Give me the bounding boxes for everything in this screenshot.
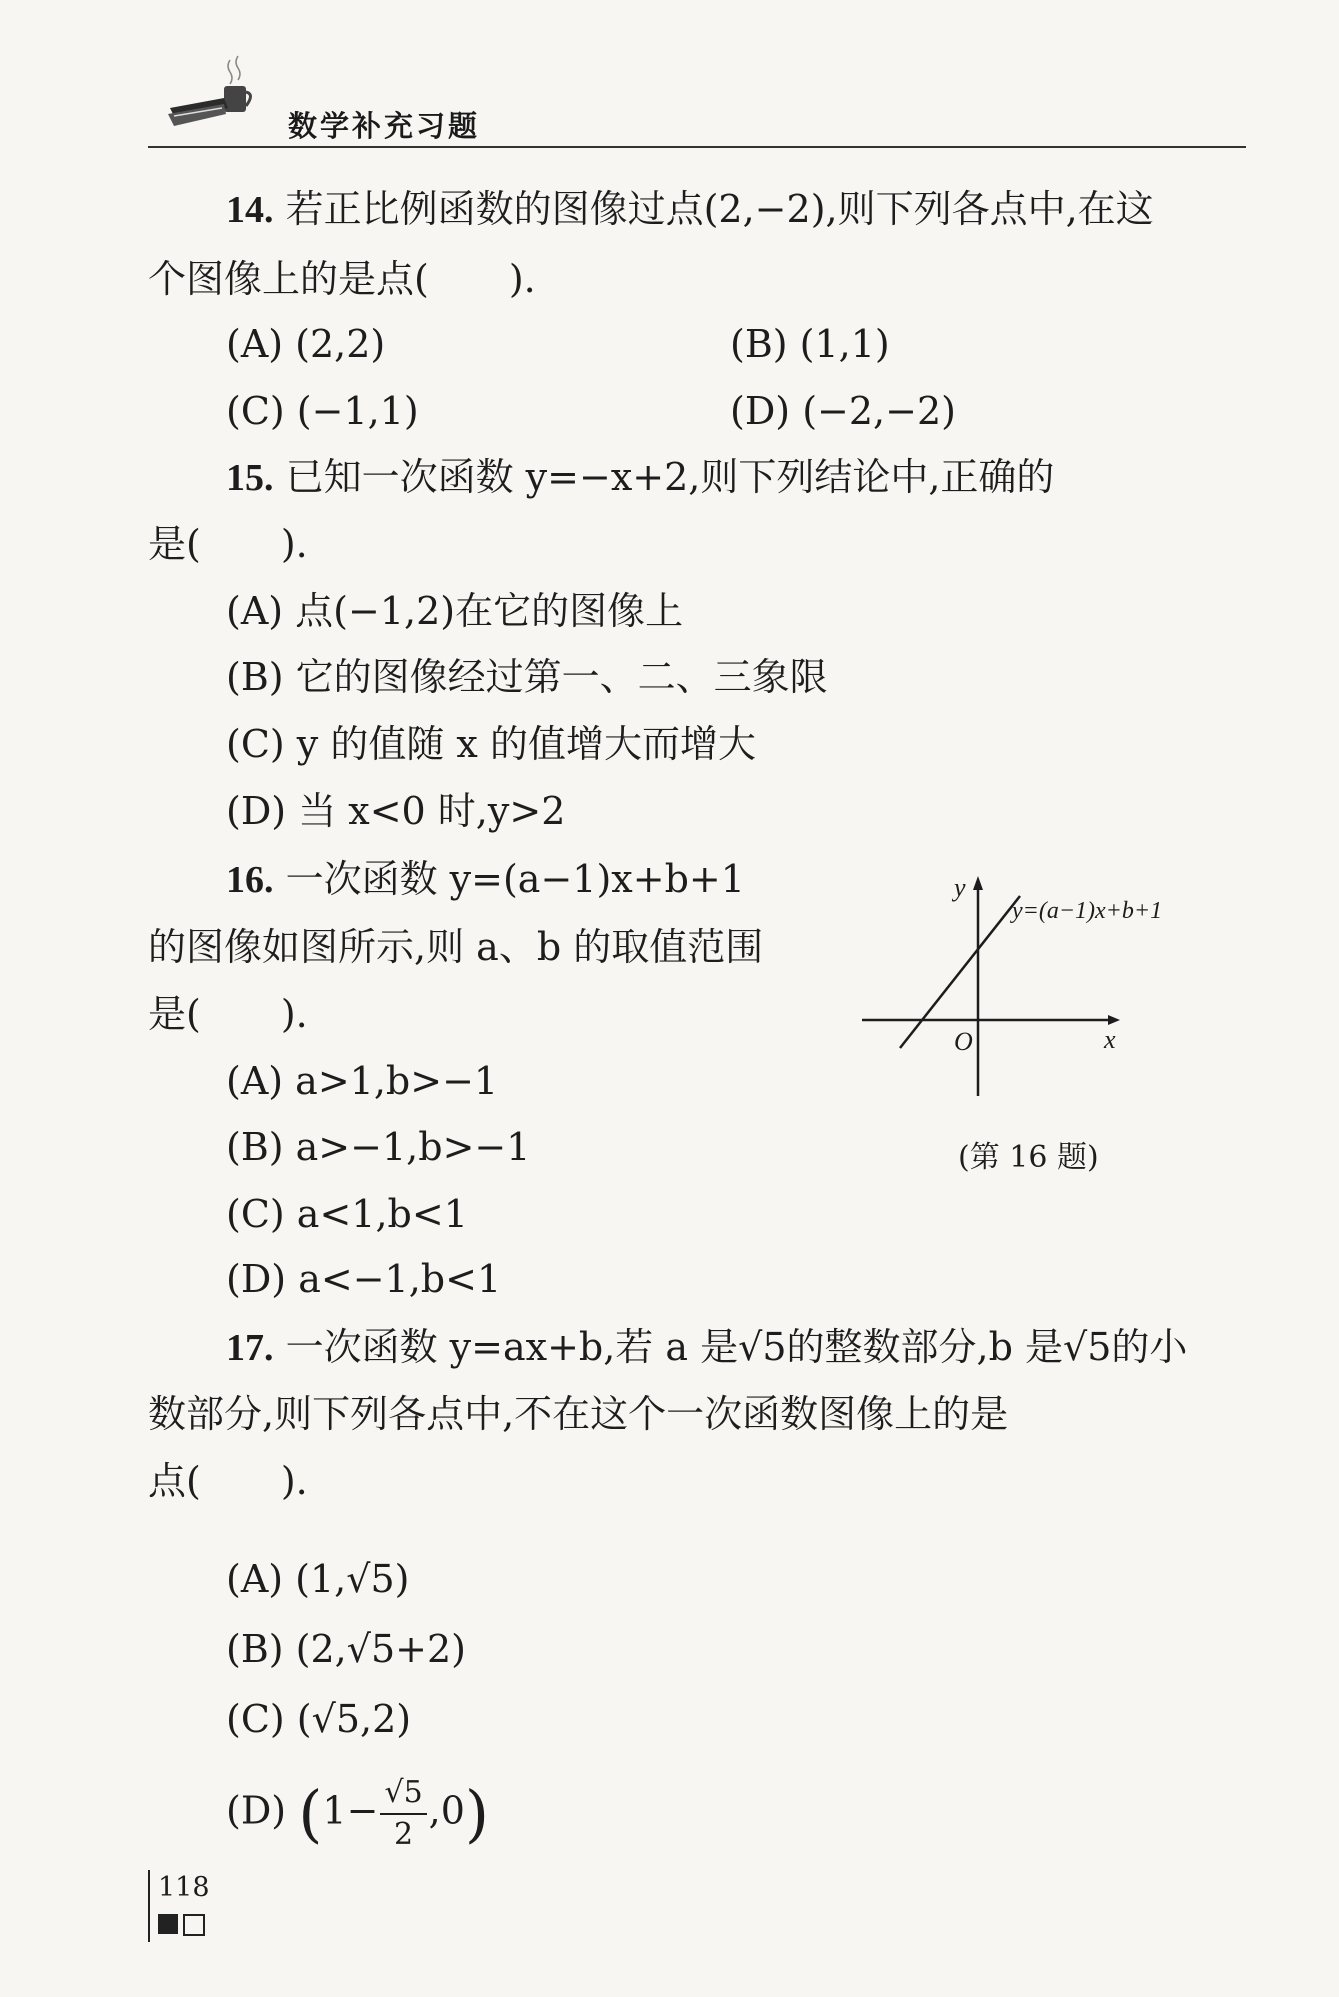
q17-option-c: (C) (√5,2) xyxy=(226,1697,412,1741)
origin-label: O xyxy=(954,1027,973,1056)
q17-number: 17. xyxy=(226,1327,274,1369)
q17-stem-line3: 点( xyxy=(148,1459,201,1503)
q17-stem-end: ). xyxy=(280,1459,308,1503)
q17-option-d-post: ,0 xyxy=(428,1788,465,1833)
q15-option-b: (B) 它的图像经过第一、二、三象限 xyxy=(226,655,828,699)
q16-number: 16. xyxy=(226,859,274,901)
fraction xyxy=(380,1775,426,1853)
q15-number: 15. xyxy=(226,457,274,499)
q15-line2 xyxy=(148,522,308,566)
q17-line3 xyxy=(148,1459,308,1503)
q16-stem-end: ). xyxy=(280,992,308,1036)
q14-option-a: (A) (2,2) xyxy=(226,322,386,366)
q14-option-b: (B) (1,1) xyxy=(730,322,890,366)
q14-option-c: (C) (−1,1) xyxy=(226,389,419,433)
q17-stem-line1: 一次函数 y=ax+b,若 a 是√5的整数部分,b 是√5的小 xyxy=(285,1325,1188,1369)
q16-option-d: (D) a<−1,b<1 xyxy=(226,1257,502,1301)
books-and-mug-icon xyxy=(168,52,268,132)
page-number: 118 xyxy=(158,1872,210,1903)
q17-line1 xyxy=(226,1325,1188,1369)
q16-option-b: (B) a>−1,b>−1 xyxy=(226,1125,531,1169)
x-axis-label: x xyxy=(1104,1025,1116,1054)
q16-option-a: (A) a>1,b>−1 xyxy=(226,1059,499,1103)
y-axis-arrow xyxy=(973,876,983,890)
q14-option-d: (D) (−2,−2) xyxy=(730,389,956,433)
q15-stem-line2: 是( xyxy=(148,522,201,566)
q15-line1 xyxy=(226,455,1055,499)
q14-line1 xyxy=(226,187,1154,231)
right-paren: ) xyxy=(464,1776,490,1850)
q15-stem-end: ). xyxy=(280,522,308,566)
q14-line2 xyxy=(148,257,536,301)
q16-line1 xyxy=(226,857,745,901)
q14-stem-line1: 若正比例函数的图像过点(2,−2),则下列各点中,在这 xyxy=(285,187,1154,231)
q14-stem-line2: 个图像上的是点( xyxy=(148,257,429,301)
book-title: 数学补充习题 xyxy=(288,109,481,143)
filled-square-icon xyxy=(158,1914,178,1934)
q17-option-d-pre: 1− xyxy=(322,1788,379,1833)
function-line xyxy=(900,896,1020,1048)
header-divider xyxy=(148,146,1246,148)
q15-option-c: (C) y 的值随 x 的值增大而增大 xyxy=(226,722,756,766)
left-paren: ( xyxy=(298,1776,323,1850)
q16-option-c: (C) a<1,b<1 xyxy=(226,1192,468,1236)
q16-stem-line1: 一次函数 y=(a−1)x+b+1 xyxy=(285,857,745,901)
q16-graph xyxy=(862,868,1222,1108)
x-axis-arrow xyxy=(1108,1015,1120,1025)
empty-square-icon xyxy=(183,1914,205,1936)
q15-option-d: (D) 当 x<0 时,y>2 xyxy=(226,789,566,833)
q15-option-a: (A) 点(−1,2)在它的图像上 xyxy=(226,589,684,633)
q17-stem-line2: 数部分,则下列各点中,不在这个一次函数图像上的是 xyxy=(148,1392,1009,1436)
q14-number: 14. xyxy=(226,189,274,231)
q16-stem-line2: 的图像如图所示,则 a、b 的取值范围 xyxy=(148,925,764,969)
figure-caption: (第 16 题) xyxy=(958,1140,1099,1175)
q16-stem-line3: 是( xyxy=(148,992,201,1036)
q15-stem-line1: 已知一次函数 y=−x+2,则下列结论中,正确的 xyxy=(285,455,1055,499)
q17-option-b: (B) (2,√5+2) xyxy=(226,1627,466,1671)
q17-option-d-label: (D) xyxy=(226,1788,287,1833)
footer-bar xyxy=(148,1870,150,1942)
fraction-denominator: 2 xyxy=(394,1817,414,1852)
q17-option-a: (A) (1,√5) xyxy=(226,1557,410,1601)
q16-line3 xyxy=(148,992,308,1036)
y-axis-label: y xyxy=(954,873,966,902)
fraction-numerator: √5 xyxy=(380,1775,426,1815)
q14-stem-end: ). xyxy=(508,257,536,301)
line-equation-label: y=(a−1)x+b+1 xyxy=(1012,898,1163,924)
q17-option-d xyxy=(226,1775,489,1853)
